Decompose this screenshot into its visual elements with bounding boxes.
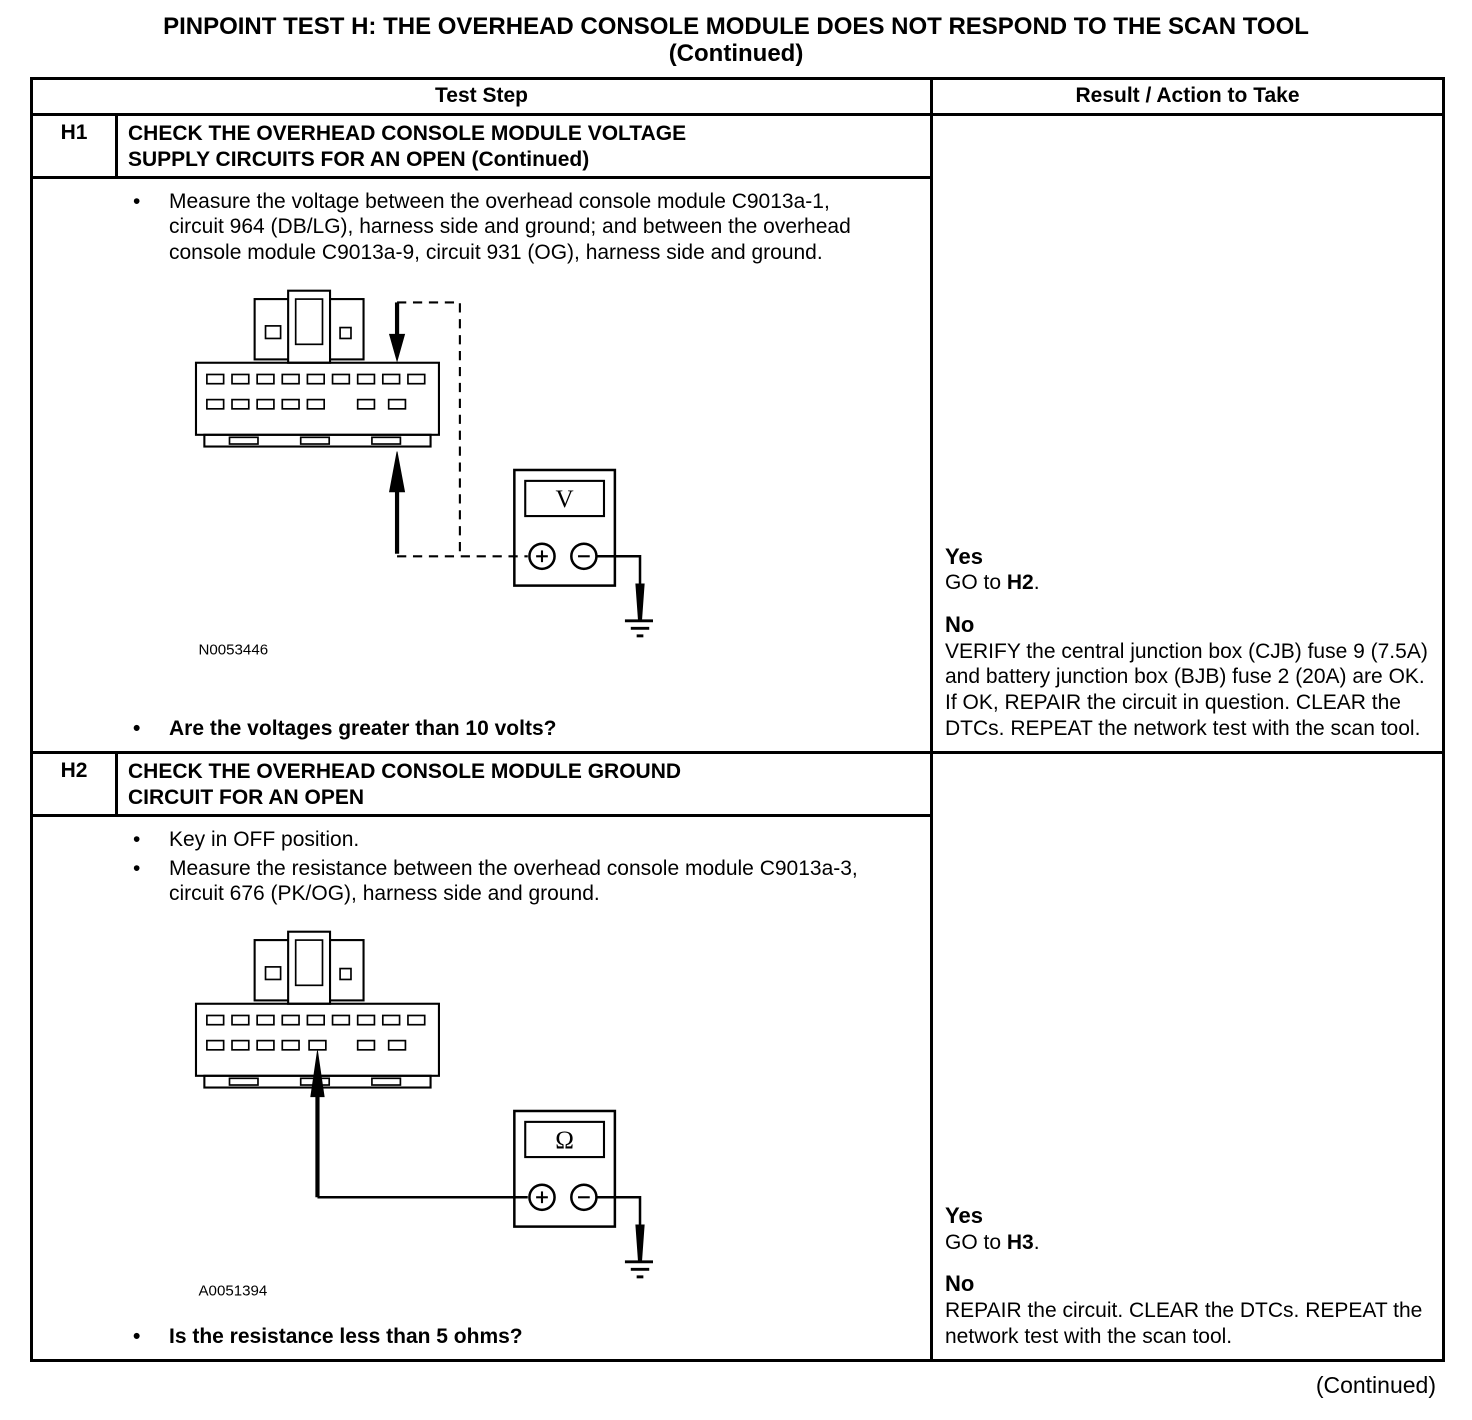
step-h2-bullet-2-text: Measure the resistance between the overhead console module C9013a-3, circuit 676 (PK/OG), harness side and ground. — [169, 856, 858, 905]
step-h1-id: H1 — [32, 114, 117, 177]
meter-dial-symbol: V — [555, 485, 574, 513]
figure-label: N0053446 — [198, 641, 269, 659]
meter-dial-symbol: Ω — [555, 1126, 574, 1154]
ground-lead — [596, 556, 640, 584]
probe-arrow-top-icon — [390, 302, 405, 361]
step-h1-no-action: VERIFY the central junction box (CJB) fuse 9 (7.5A) and battery junction box (BJB) fuse 2 (20A) are OK. If OK, REPAIR the circuit in question. CLEAR the DTCs. REPEAT the network test with the scan tool. — [945, 639, 1428, 740]
yes-action-target: H2 — [1006, 571, 1034, 595]
yes-action-prefix: GO to — [945, 1230, 1007, 1254]
probe-arrow-bottom-icon — [390, 451, 405, 553]
step-h1-question-text: Are the voltages greater than 10 volts? — [169, 717, 557, 741]
step-h2-body — [32, 816, 932, 1361]
yes-action-prefix: GO to — [945, 571, 1007, 595]
step-h1-title-text: CHECK THE OVERHEAD CONSOLE MODULE VOLTAGE SUPPLY CIRCUITS FOR AN OPEN (Continued) — [128, 121, 687, 171]
bullet-icon — [133, 827, 169, 852]
column-header-result: Result / Action to Take — [932, 78, 1444, 114]
step-h2-bullet-1 — [33, 827, 930, 852]
step-h2-title — [117, 753, 932, 816]
step-h2-yes-action — [945, 1230, 1432, 1256]
step-h2-title-text: CHECK THE OVERHEAD CONSOLE MODULE GROUND CIRCUIT FOR AN OPEN — [128, 760, 682, 809]
step-h2-question-text: Is the resistance less than 5 ohms? — [169, 1325, 523, 1349]
step-h1-result-cell — [932, 114, 1444, 752]
step-h1-header-row — [32, 114, 1444, 177]
step-h2-bullet-2 — [33, 856, 930, 906]
step-h2-header-row — [32, 753, 1444, 816]
step-h2-no-action: REPAIR the circuit. CLEAR the DTCs. REPEAT the network test with the scan tool. — [945, 1299, 1423, 1348]
page-subtitle: (Continued) — [668, 39, 804, 67]
step-h1-no-label: No — [945, 611, 975, 637]
bullet-icon — [133, 1324, 169, 1349]
connector-icon — [196, 290, 439, 446]
measurement-lead-dashed — [397, 302, 528, 556]
pinpoint-test-table — [30, 77, 1445, 1362]
bullet-icon — [133, 856, 169, 906]
step-h1-bullet-1-text: Measure the voltage between the overhead console module C9013a-1, circuit 964 (DB/LG), harness side and ground; and between the overhead console module C9013a-9, circuit 931 (OG), harness side and ground. — [169, 190, 851, 264]
ground-symbol-icon — [625, 1225, 653, 1277]
step-h1-diagram — [183, 284, 930, 666]
step-h1-body — [32, 178, 932, 753]
yes-action-target: H3 — [1006, 1230, 1034, 1254]
step-h2-diagram — [183, 925, 930, 1307]
bullet-icon — [133, 189, 169, 265]
step-h2-bullet-1-text: Key in OFF position. — [169, 828, 360, 852]
bullet-icon — [133, 716, 169, 741]
figure-label: A0051394 — [198, 1282, 268, 1300]
step-h2-no-label: No — [945, 1271, 975, 1297]
probe-arrow-icon — [311, 1051, 324, 1198]
footer-continued: (Continued) — [1315, 1372, 1436, 1399]
page-title: PINPOINT TEST H: THE OVERHEAD CONSOLE MODULE DOES NOT RESPOND TO THE SCAN TOOL — [163, 13, 1309, 40]
step-h2-question — [33, 1324, 930, 1349]
step-h1-bullet-1 — [33, 189, 930, 265]
voltage-test-diagram — [183, 284, 653, 661]
step-h1-yes-action — [945, 570, 1432, 596]
column-header-test-step: Test Step — [32, 78, 932, 114]
step-h1-question — [33, 716, 930, 741]
step-h2-result-cell — [932, 753, 1444, 1361]
step-h1-title — [117, 114, 932, 177]
yes-action-suffix: . — [1033, 571, 1040, 595]
yes-action-suffix: . — [1033, 1230, 1040, 1254]
resistance-test-diagram — [183, 925, 653, 1302]
ground-lead — [596, 1197, 640, 1225]
step-h2-id: H2 — [32, 753, 117, 816]
ground-symbol-icon — [625, 584, 653, 636]
step-h1-yes-label: Yes — [945, 543, 983, 569]
table-header-row — [32, 78, 1444, 114]
step-h2-yes-label: Yes — [945, 1202, 983, 1228]
